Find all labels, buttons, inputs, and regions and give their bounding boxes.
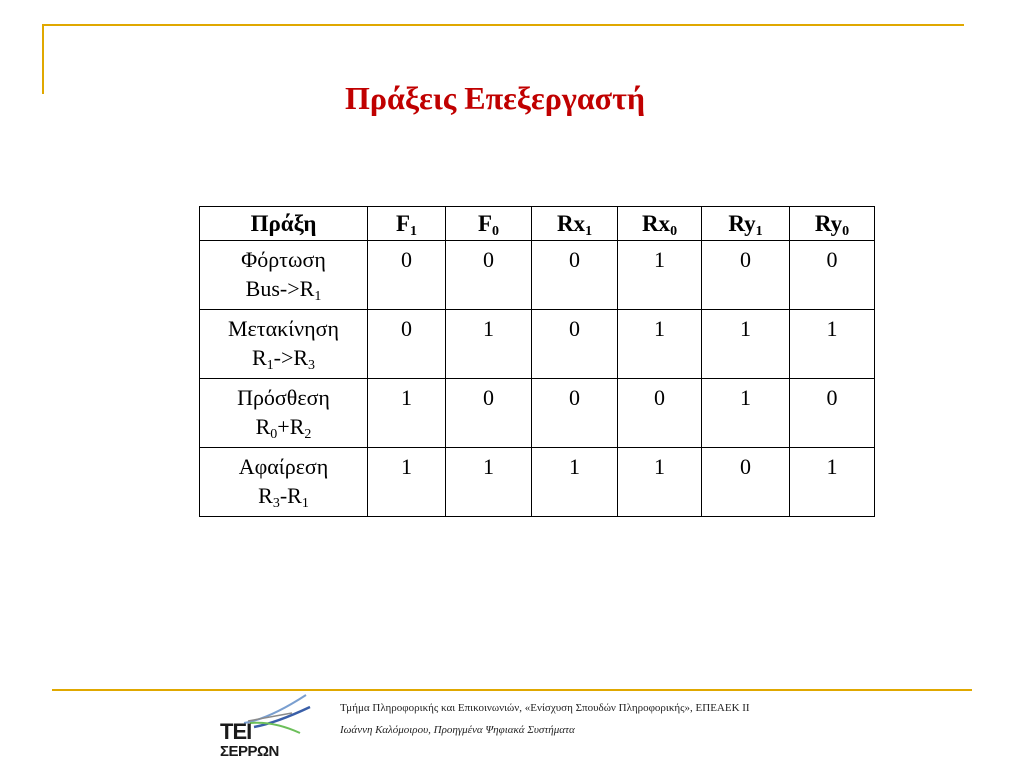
operations-table — [199, 206, 875, 517]
table-row — [200, 310, 875, 379]
value-cell: 0 — [368, 241, 446, 310]
value-cell: 1 — [446, 310, 532, 379]
footer-department: Τμήμα Πληροφορικής και Επικοινωνιών, «Ενίσχυση Σπουδών Πληροφορικής», ΕΠΕΑΕΚ ΙΙ — [340, 702, 750, 714]
header-cell: $F_0$ — [446, 207, 532, 241]
logo-text-tei: ΤΕΙ — [220, 719, 252, 744]
operation-cell: Φόρτωση Bus-$>R_1$ — [200, 241, 368, 310]
value-cell: 0 — [702, 448, 790, 517]
operation-cell: Μετακίνηση $R_1->R_3$ — [200, 310, 368, 379]
operation-cell: Πρόσθεση $R_0+R_2$ — [200, 379, 368, 448]
value-cell: 1 — [368, 448, 446, 517]
slide-title: Πράξεις Επεξεργαστή — [345, 80, 645, 116]
header-cell: $Ry_1$ — [702, 207, 790, 241]
table-header-row — [200, 207, 875, 241]
value-cell: 0 — [446, 379, 532, 448]
table-row — [200, 241, 875, 310]
value-cell: 1 — [618, 241, 702, 310]
value-cell: 0 — [368, 310, 446, 379]
value-cell: 0 — [790, 241, 875, 310]
footer-course: Ιωάννη Καλόμοιρου, Προηγμένα Ψηφιακά Συστήματα — [340, 724, 575, 736]
value-cell: 0 — [446, 241, 532, 310]
top-frame-rule — [42, 24, 964, 26]
value-cell: 1 — [532, 448, 618, 517]
value-cell: 1 — [446, 448, 532, 517]
header-cell: $Rx_1$ — [532, 207, 618, 241]
logo-text-serron: ΣΕΡΡΩΝ — [220, 743, 279, 760]
tei-serron-logo — [214, 693, 324, 765]
value-cell: 0 — [532, 241, 618, 310]
value-cell: 1 — [618, 448, 702, 517]
operation-cell: Αφαίρεση $R_3-R_1$ — [200, 448, 368, 517]
header-cell: $Ry_0$ — [790, 207, 875, 241]
header-cell: $Rx_0$ — [618, 207, 702, 241]
footer-rule — [52, 689, 972, 691]
table-row — [200, 379, 875, 448]
value-cell: 1 — [790, 448, 875, 517]
value-cell: 0 — [702, 241, 790, 310]
header-cell: Πράξη — [200, 207, 368, 241]
value-cell: 1 — [368, 379, 446, 448]
value-cell: 0 — [532, 379, 618, 448]
value-cell: 0 — [790, 379, 875, 448]
table-row — [200, 448, 875, 517]
value-cell: 1 — [702, 310, 790, 379]
value-cell: 1 — [618, 310, 702, 379]
value-cell: 0 — [618, 379, 702, 448]
value-cell: 1 — [790, 310, 875, 379]
header-cell: $F_1$ — [368, 207, 446, 241]
value-cell: 0 — [532, 310, 618, 379]
value-cell: 1 — [702, 379, 790, 448]
